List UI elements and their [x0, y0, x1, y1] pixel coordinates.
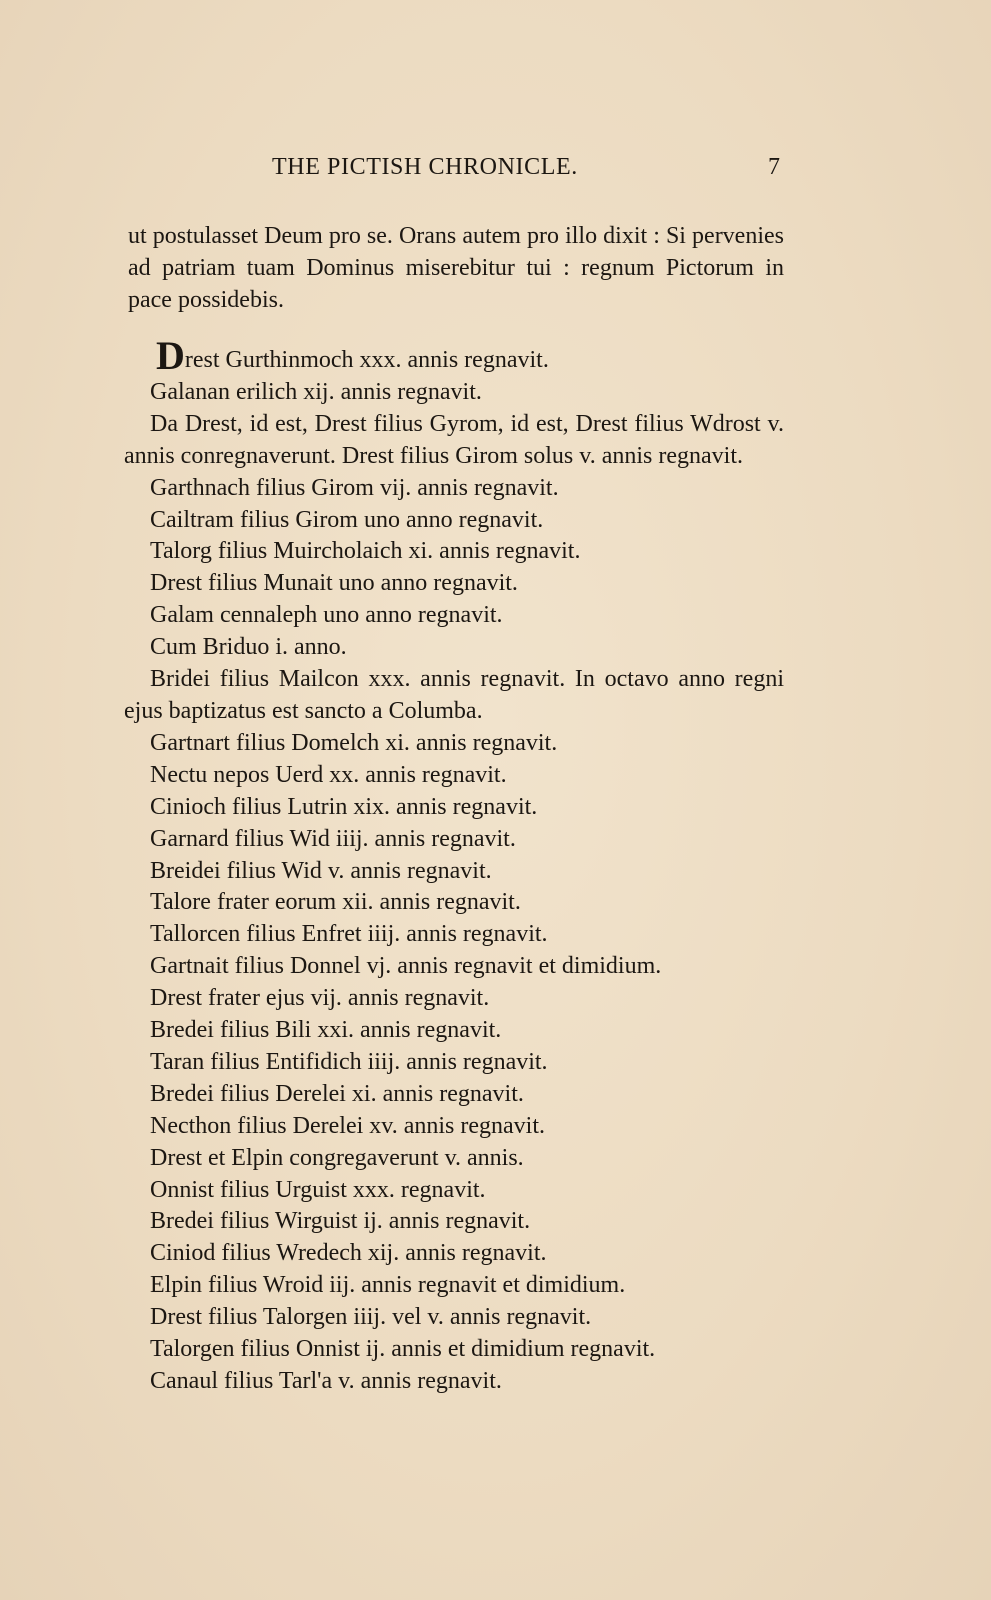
- intro-text: ut postulasset Deum pro se. Orans autem pro illo dixit : Si pervenies ad patriam tuam Dominus miserebitur tui : regnum Pictorum in pace possidebis.: [128, 223, 784, 313]
- regnal-entry: Breidei filius Wid v. annis regnavit.: [150, 857, 492, 884]
- regnal-entry: Taran filius Entifidich iiij. annis regnavit.: [150, 1048, 548, 1075]
- regnal-entry: Nectu nepos Uerd xx. annis regnavit.: [150, 761, 507, 788]
- regnal-entry: Drest frater ejus vij. annis regnavit.: [150, 985, 490, 1012]
- regnal-entry: Bredei filius Wirguist ij. annis regnavit.: [150, 1208, 531, 1235]
- regnal-entry: Bredei filius Derelei xi. annis regnavit.: [150, 1080, 524, 1107]
- regnal-entry: Garthnach filius Girom vij. annis regnavit.: [150, 474, 559, 501]
- regnal-entry: Cum Briduo i. anno.: [150, 634, 347, 661]
- regnal-entry: Canaul filius Tarl'a v. annis regnavit.: [150, 1368, 502, 1394]
- regnal-entry: Drest et Elpin congregaverunt v. annis.: [150, 1144, 524, 1171]
- regnal-entry: Galam cennaleph uno anno regnavit.: [150, 602, 503, 629]
- regnal-entry: Drest filius Munait uno anno regnavit.: [150, 570, 518, 597]
- page-number: 7: [768, 154, 780, 180]
- regnal-entry: Talore frater eorum xii. annis regnavit.: [150, 889, 521, 916]
- regnal-list: [124, 333, 784, 1398]
- regnal-entry: Drest filius Talorgen iiij. vel v. annis regnavit.: [150, 1304, 592, 1331]
- regnal-entry: Talorgen filius Onnist ij. annis et dimidium regnavit.: [150, 1336, 656, 1363]
- drop-initial: D: [156, 333, 185, 378]
- regnal-entry: Tallorcen filius Enfret iiij. annis regnavit.: [150, 921, 548, 948]
- regnal-entry: Cailtram filius Girom uno anno regnavit.: [150, 506, 544, 533]
- regnal-entry: Garnard filius Wid iiij. annis regnavit.: [150, 825, 516, 852]
- regnal-entry: Da Drest, id est, Drest filius Gyrom, id est, Drest filius Wdrost v. annis conregnaverunt. Drest filius Girom solus v. annis regnavit.: [124, 410, 784, 469]
- regnal-entry: Bredei filius Bili xxi. annis regnavit.: [150, 1017, 502, 1044]
- regnal-entry: Ciniod filius Wredech xij. annis regnavit.: [150, 1240, 547, 1267]
- regnal-entry: Talorg filius Muircholaich xi. annis regnavit.: [150, 538, 581, 565]
- regnal-entry: Onnist filius Urguist xxx. regnavit.: [150, 1176, 486, 1203]
- regnal-entry: Elpin filius Wroid iij. annis regnavit et dimidium.: [150, 1272, 626, 1299]
- regnal-entry: Galanan erilich xij. annis regnavit.: [150, 378, 482, 405]
- regnal-entry: Cinioch filius Lutrin xix. annis regnavit.: [150, 793, 538, 820]
- regnal-entry: Necthon filius Derelei xv. annis regnavit.: [150, 1112, 545, 1139]
- regnal-entry: Bridei filius Mailcon xxx. annis regnavit. In octavo anno regni ejus baptizatus est sancto a Columba.: [124, 666, 784, 724]
- regnal-entry-first: [124, 333, 784, 378]
- regnal-entry: Gartnait filius Donnel vj. annis regnavit et dimidium.: [150, 953, 662, 980]
- intro-paragraph: [128, 220, 784, 316]
- regnal-entry-first-text: rest Gurthinmoch xxx. annis regnavit.: [184, 347, 549, 373]
- running-head-title: THE PICTISH CHRONICLE.: [272, 154, 578, 180]
- regnal-entry: Gartnart filius Domelch xi. annis regnavit.: [150, 729, 558, 756]
